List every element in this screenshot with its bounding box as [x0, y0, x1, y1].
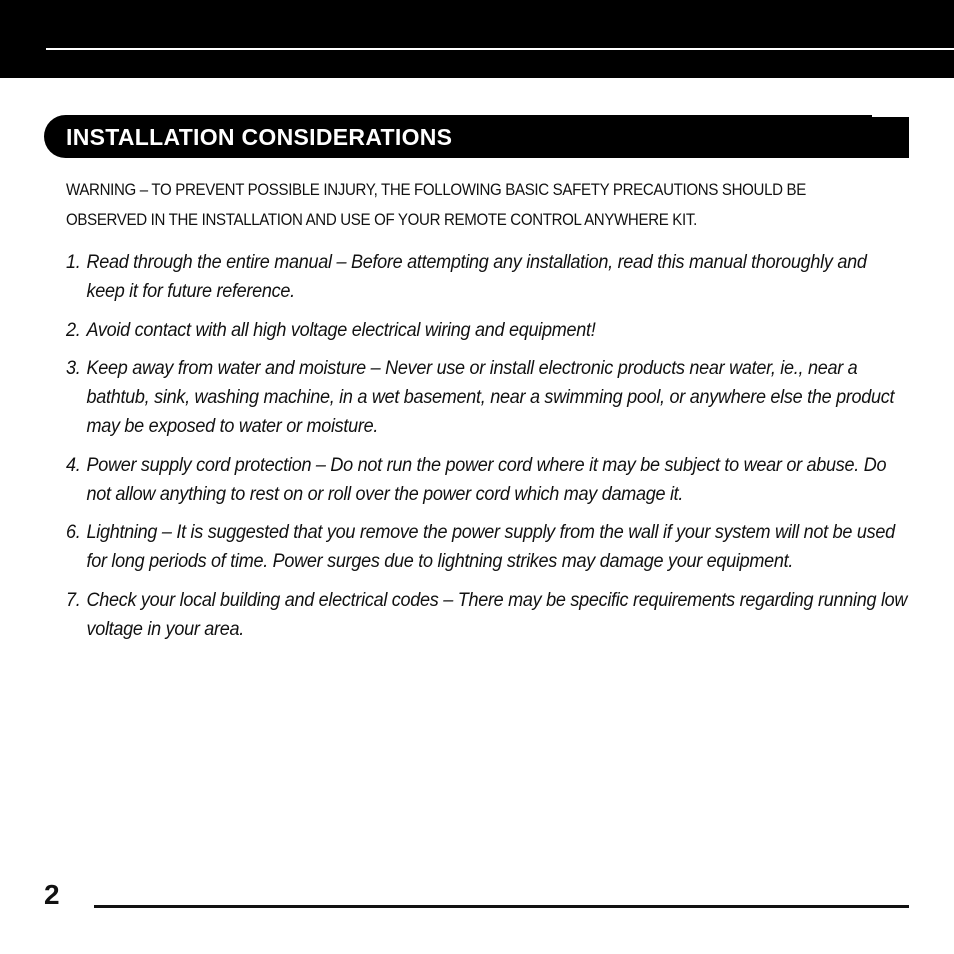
item-text: Check your local building and electrical codes – There may be specific requirements regarding running low voltage in your area. — [86, 588, 908, 640]
precaution-item — [66, 354, 908, 441]
warning-text: WARNING – TO PREVENT POSSIBLE INJURY, THE FOLLOWING BASIC SAFETY PRECAUTIONS SHOULD BE OBSERVED IN THE INSTALLATION AND USE OF YOUR REMOTE CONTROL ANYWHERE KIT. — [66, 181, 806, 229]
precaution-item — [66, 518, 908, 576]
item-number: 1. — [66, 251, 81, 273]
bottom-rule — [94, 905, 909, 908]
precaution-item — [66, 586, 908, 644]
item-text: Keep away from water and moisture – Never use or install electronic products near water, ie., near a bathtub, sink, washing machine, in a wet basement, near a swimming pool, or anywhere else the product may be exposed to water or moisture. — [86, 357, 895, 437]
item-text: Lightning – It is suggested that you remove the power supply from the wall if your system will not be used for long periods of time. Power surges due to lightning strikes may damage your equipment. — [86, 521, 895, 572]
precautions-list — [66, 248, 908, 653]
item-text: Avoid contact with all high voltage electrical wiring and equipment! — [86, 318, 596, 341]
precaution-item — [66, 316, 908, 345]
item-number: 4. — [66, 453, 81, 476]
item-number: 6. — [66, 521, 81, 543]
item-number: 2. — [66, 318, 81, 341]
top-band — [0, 0, 954, 78]
section-header — [44, 115, 909, 158]
header-notch — [872, 115, 920, 117]
precaution-item — [66, 451, 908, 509]
precaution-item — [66, 248, 908, 306]
top-rule — [46, 48, 954, 50]
item-text: Power supply cord protection – Do not run the power cord where it may be subject to wear or abuse. Do not allow anything to rest on or roll over the power cord which may damage it. — [86, 453, 887, 505]
page-number: 2 — [44, 879, 60, 910]
item-number: 3. — [66, 357, 81, 379]
item-number: 7. — [66, 588, 81, 611]
section-title: INSTALLATION CONSIDERATIONS — [66, 124, 453, 150]
item-text: Read through the entire manual – Before attempting any installation, read this manual thoroughly and keep it for future reference. — [86, 251, 867, 302]
